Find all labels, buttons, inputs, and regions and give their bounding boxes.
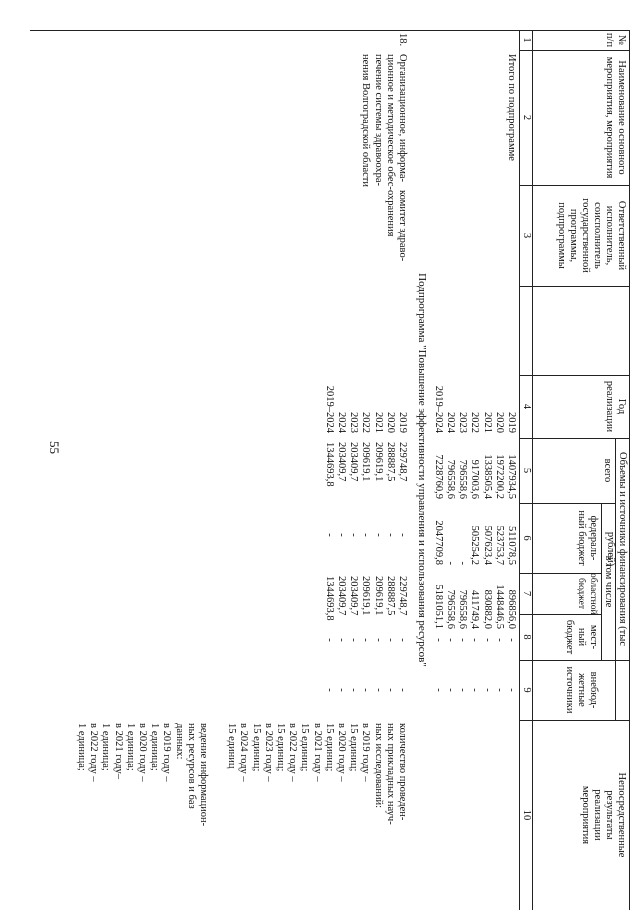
subprogram-title: Подпрограмма "Повышение эффективности управления и использования ресурсов" [416,273,428,667]
header-total: всего [602,458,613,483]
row18-regional: 229748,7 288887,5 209619,1 209619,1 203409,7 203409,7 1344693,8 [323,576,408,621]
colnum-9: 9 [521,687,532,693]
rotated-table-page [30,30,630,910]
colnum-5: 5 [521,467,532,474]
header-name: Наименование основного мероприятия, мероприятия [604,56,627,179]
row18-executor: комитет здраво- охранения [384,190,408,262]
header-results: Непосредственные результаты реализации мероприятия [580,772,627,858]
colnum-3: 3 [521,232,532,239]
colnum-4: 4 [521,403,532,410]
colnum-7: 7 [521,590,532,597]
totals-extra: - - - - - - - [432,688,517,692]
totals-label: Итого по подпрограмме [506,54,517,161]
page-number: 55 [47,441,62,454]
row18-federal: - - - - - - - [323,533,408,537]
header-num: № п/п [604,32,627,48]
row18-name: Организационное, информа- ционное и методическое обес- печение системы здравоохра- нения Волгоградской области [360,54,408,190]
header-federal: федераль- ный бюджет [576,510,599,566]
header-executor: Ответственный исполнитель, соисполнитель государственной программы, подпрограммы [556,198,627,273]
header-extra: внебюд- жетные источники [564,666,599,714]
header-regional: областной бюджет [576,573,598,615]
totals-total: 1407934,5 1972200,2 1338505,4 917003,6 796558,6 796558,6 7228760,9 [432,454,517,499]
row18-num: 18. [397,33,408,47]
header-local: мест- ный бюджет [564,619,599,655]
colnum-1: 1 [521,37,532,43]
row18-results-research: количество проведен- ных прикладных науч- ных исследований: в 2019 году – 15 единиц; в 2020 году – 15 единиц; в 2021 году – 15 единиц; в 2022 году – 15 единиц; в 2023 году – 15 единиц; в 2024 году – 15 единиц [226,723,408,825]
totals-local: - - - - - - - [432,638,517,642]
colnum-6: 6 [521,535,532,541]
totals-years: 2019 2020 2021 2022 2023 2024 2019–2024 [432,385,517,433]
totals-federal: 511078,5 523753,7 507623,4 505254,2 - - 2047709,8 [432,520,517,565]
colnum-8: 8 [521,634,532,640]
row18-extra: - - - - - - - [323,688,408,692]
row18-local: - - - - - - - [323,638,408,642]
header-funding-group: Объемы и источники финансирования (тыс рублей) [605,452,628,646]
row18-years: 2019 2020 2021 2022 2023 2024 2019–2024 [323,385,408,433]
totals-regional: 896856,0 1448446,5 830882,0 411749,4 796558,6 796558,6 5181051,1 [432,584,517,629]
row18-total: 229748,7 288887,5 209619,1 209619,1 203409,7 203409,7 1344693,8 [323,442,408,487]
header-including: в том числе [603,555,614,608]
header-year: Год реализации [604,380,627,433]
colnum-2: 2 [521,114,532,121]
colnum-10: 10 [521,809,532,821]
row18-results-databases: ведение информацион- ных ресурсов и баз данных: в 2019 году – 1 единица; в 2020 году – 1 единица; в 2021 году– 1 единица; в 2022 году – 1 единица; [75,723,209,827]
